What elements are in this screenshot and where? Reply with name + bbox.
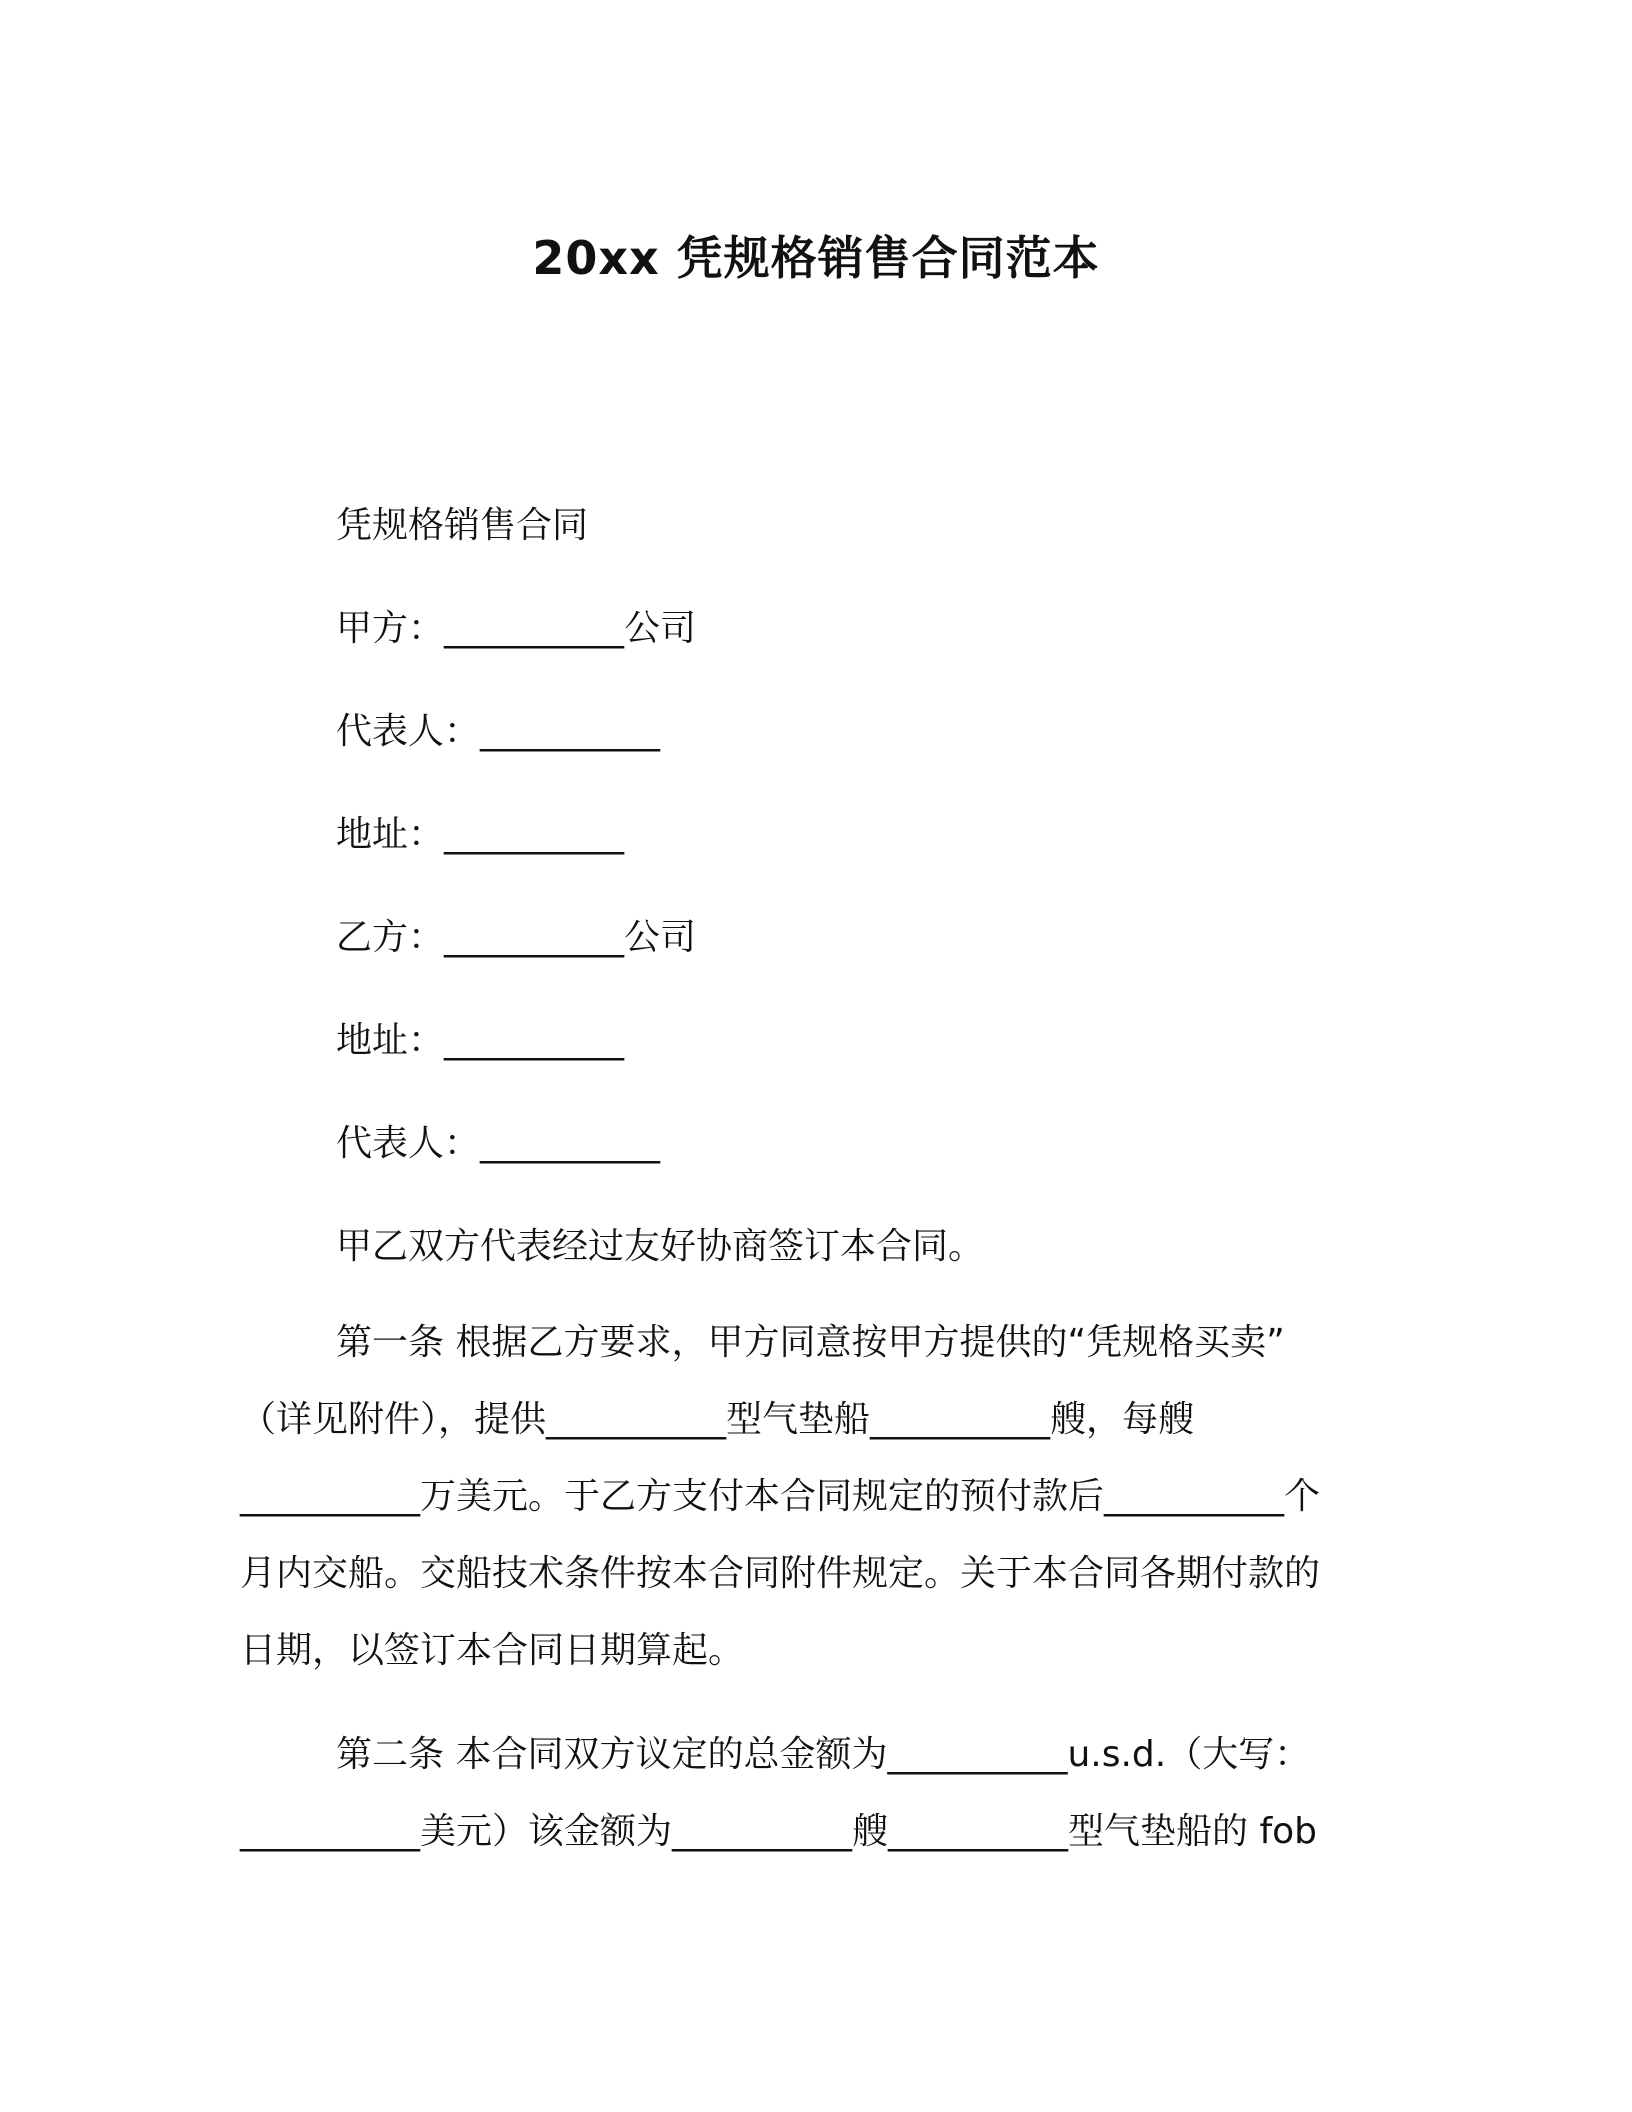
article-1-line: （详见附件），提供__________型气垫船__________艘，每艘: [240, 1399, 1195, 1440]
document-title: 20xx 凭规格销售合同范本: [532, 231, 1100, 285]
party-b-address-line: 地址：__________: [336, 1020, 625, 1061]
party-b-line: 乙方：__________公司: [336, 917, 697, 958]
article-1-paragraph: [240, 1304, 1360, 1689]
agreement-statement: 甲乙双方代表经过友好协商签订本合同。: [336, 1226, 985, 1267]
article-1-line: 第一条 根据乙方要求，甲方同意按甲方提供的“凭规格买卖”: [336, 1322, 1285, 1363]
article-1-line: __________万美元。于乙方支付本合同规定的预付款后__________个: [240, 1476, 1321, 1517]
article-1-line: 日期，以签订本合同日期算起。: [240, 1630, 745, 1671]
party-a-line: 甲方：__________公司: [336, 608, 697, 649]
party-a-representative-line: 代表人：__________: [336, 711, 661, 752]
party-a-address-line: 地址：__________: [336, 814, 625, 855]
article-2-line: __________美元）该金额为__________艘__________型气垫船的 fob: [240, 1811, 1317, 1852]
party-b-representative-line: 代表人：__________: [336, 1123, 661, 1164]
article-1-line: 月内交船。交船技术条件按本合同附件规定。关于本合同各期付款的: [240, 1553, 1321, 1594]
article-2-line: 第二条 本合同双方议定的总金额为__________u.s.d.（大写：: [336, 1734, 1311, 1775]
contract-heading: 凭规格销售合同: [336, 505, 589, 546]
article-2-paragraph: [240, 1716, 1360, 1870]
